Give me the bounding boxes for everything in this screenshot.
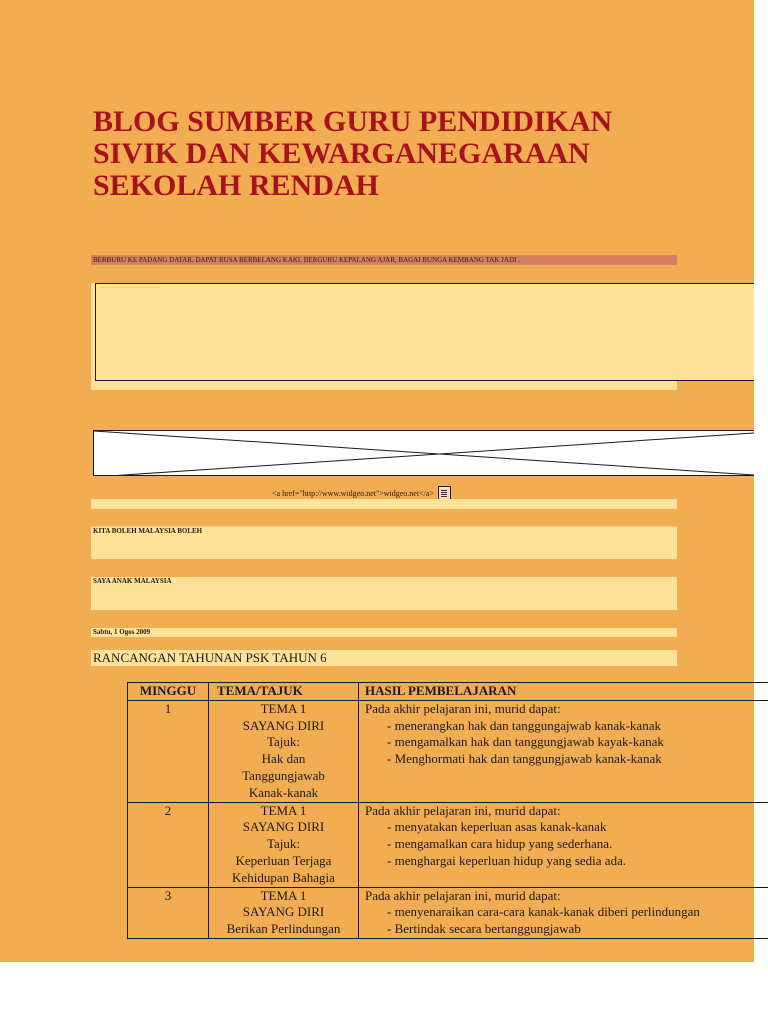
post-date: Sabtu, 1 Ogos 2009 (93, 628, 151, 636)
annual-plan-table (127, 682, 768, 939)
outcome-item: - menerangkan hak dan tanggungajwab kanak-kanak (387, 717, 661, 733)
outcome-item: - menghargai keperluan hidup yang sedia ada. (387, 852, 627, 868)
section-title-2[interactable]: SAYA ANAK MALAYSIA (93, 577, 172, 585)
spacer-band (91, 499, 677, 509)
week-cell: 3 (128, 887, 209, 938)
outcomes-intro: Pada akhir pelajaran ini, murid dapat: (365, 700, 561, 716)
outcome-item: - mengamalkan cara hidup yang sederhana. (387, 836, 613, 852)
theme-line: Keperluan Terjaga (235, 852, 332, 868)
embed-caption: ············································· (99, 285, 159, 290)
column-header-theme: TEMA/TAJUK (209, 683, 359, 701)
outcomes-cell (359, 700, 768, 802)
theme-cell (209, 802, 359, 887)
column-header-week: MINGGU (128, 683, 209, 701)
theme-line: Tajuk: (266, 836, 301, 852)
theme-cell (209, 700, 359, 802)
week-cell: 1 (128, 700, 209, 802)
outcome-item: - menyenaraikan cara-cara kanak-kanak diberi perlindungan (387, 904, 700, 920)
outcome-item: - Bertindak secara bertanggungjawab (387, 921, 581, 937)
theme-line: TEMA 1 (260, 887, 307, 903)
theme-line: Kanak-kanak (248, 784, 319, 800)
outcome-item: - Menghormati hak dan tanggungjawab kanak-kanak (387, 751, 662, 767)
theme-line: Tanggungjawab (242, 767, 325, 783)
outcomes-cell (359, 802, 768, 887)
week-cell: 2 (128, 802, 209, 887)
table-row (128, 700, 768, 802)
theme-line: TEMA 1 (260, 802, 307, 818)
column-header-outcomes: HASIL PEMBELAJARAN (359, 683, 768, 701)
table-header-row (128, 683, 768, 701)
outcomes-intro: Pada akhir pelajaran ini, murid dapat: (365, 802, 561, 818)
embedded-widget-frame[interactable] (95, 283, 754, 381)
outcomes-cell (359, 887, 768, 938)
table-row (128, 887, 768, 938)
broken-image-placeholder (93, 430, 754, 476)
theme-line: Hak dan (261, 751, 306, 767)
theme-line: TEMA 1 (260, 700, 307, 716)
widgeo-link[interactable]: <a href="http://www.widgeo.net">widgeo.net</a> (272, 489, 434, 498)
outcomes-intro: Pada akhir pelajaran ini, murid dapat: (365, 887, 561, 903)
blog-title[interactable]: BLOG SUMBER GURU PENDIDIKAN SIVIK DAN KEWARGANEGARAAN SEKOLAH RENDAH (93, 105, 613, 202)
outcome-item: - mengamalkan hak dan tanggungjawab kayak-kanak (387, 734, 664, 750)
outcome-item: - menyatakan keperluan asas kanak-kanak (387, 819, 607, 835)
theme-cell (209, 887, 359, 938)
theme-line: Berikan Perlindungan (226, 921, 341, 937)
section-title-1[interactable]: KITA BOLEH MALAYSIA BOLEH (93, 527, 203, 535)
blog-tagline: BERBURU KE PADANG DATAR, DAPAT RUSA BERBELANG KAKI, BERGURU KEPALANG AJAR, BAGAI BUNGA KEMBANG TAK JADI . (91, 255, 677, 265)
theme-line: Kehidupan Bahagia (232, 869, 335, 885)
theme-line: SAYANG DIRI (242, 904, 325, 920)
table-row (128, 802, 768, 887)
theme-line: SAYANG DIRI (242, 819, 325, 835)
document-icon[interactable] (438, 486, 451, 500)
theme-line: SAYANG DIRI (242, 717, 325, 733)
post-title[interactable]: RANCANGAN TAHUNAN PSK TAHUN 6 (91, 650, 677, 666)
section-band-2 (91, 577, 677, 610)
broken-image-icon (94, 431, 754, 476)
date-band (91, 628, 677, 637)
theme-line: Tajuk: (266, 734, 301, 750)
widgeo-link-row (272, 486, 451, 500)
